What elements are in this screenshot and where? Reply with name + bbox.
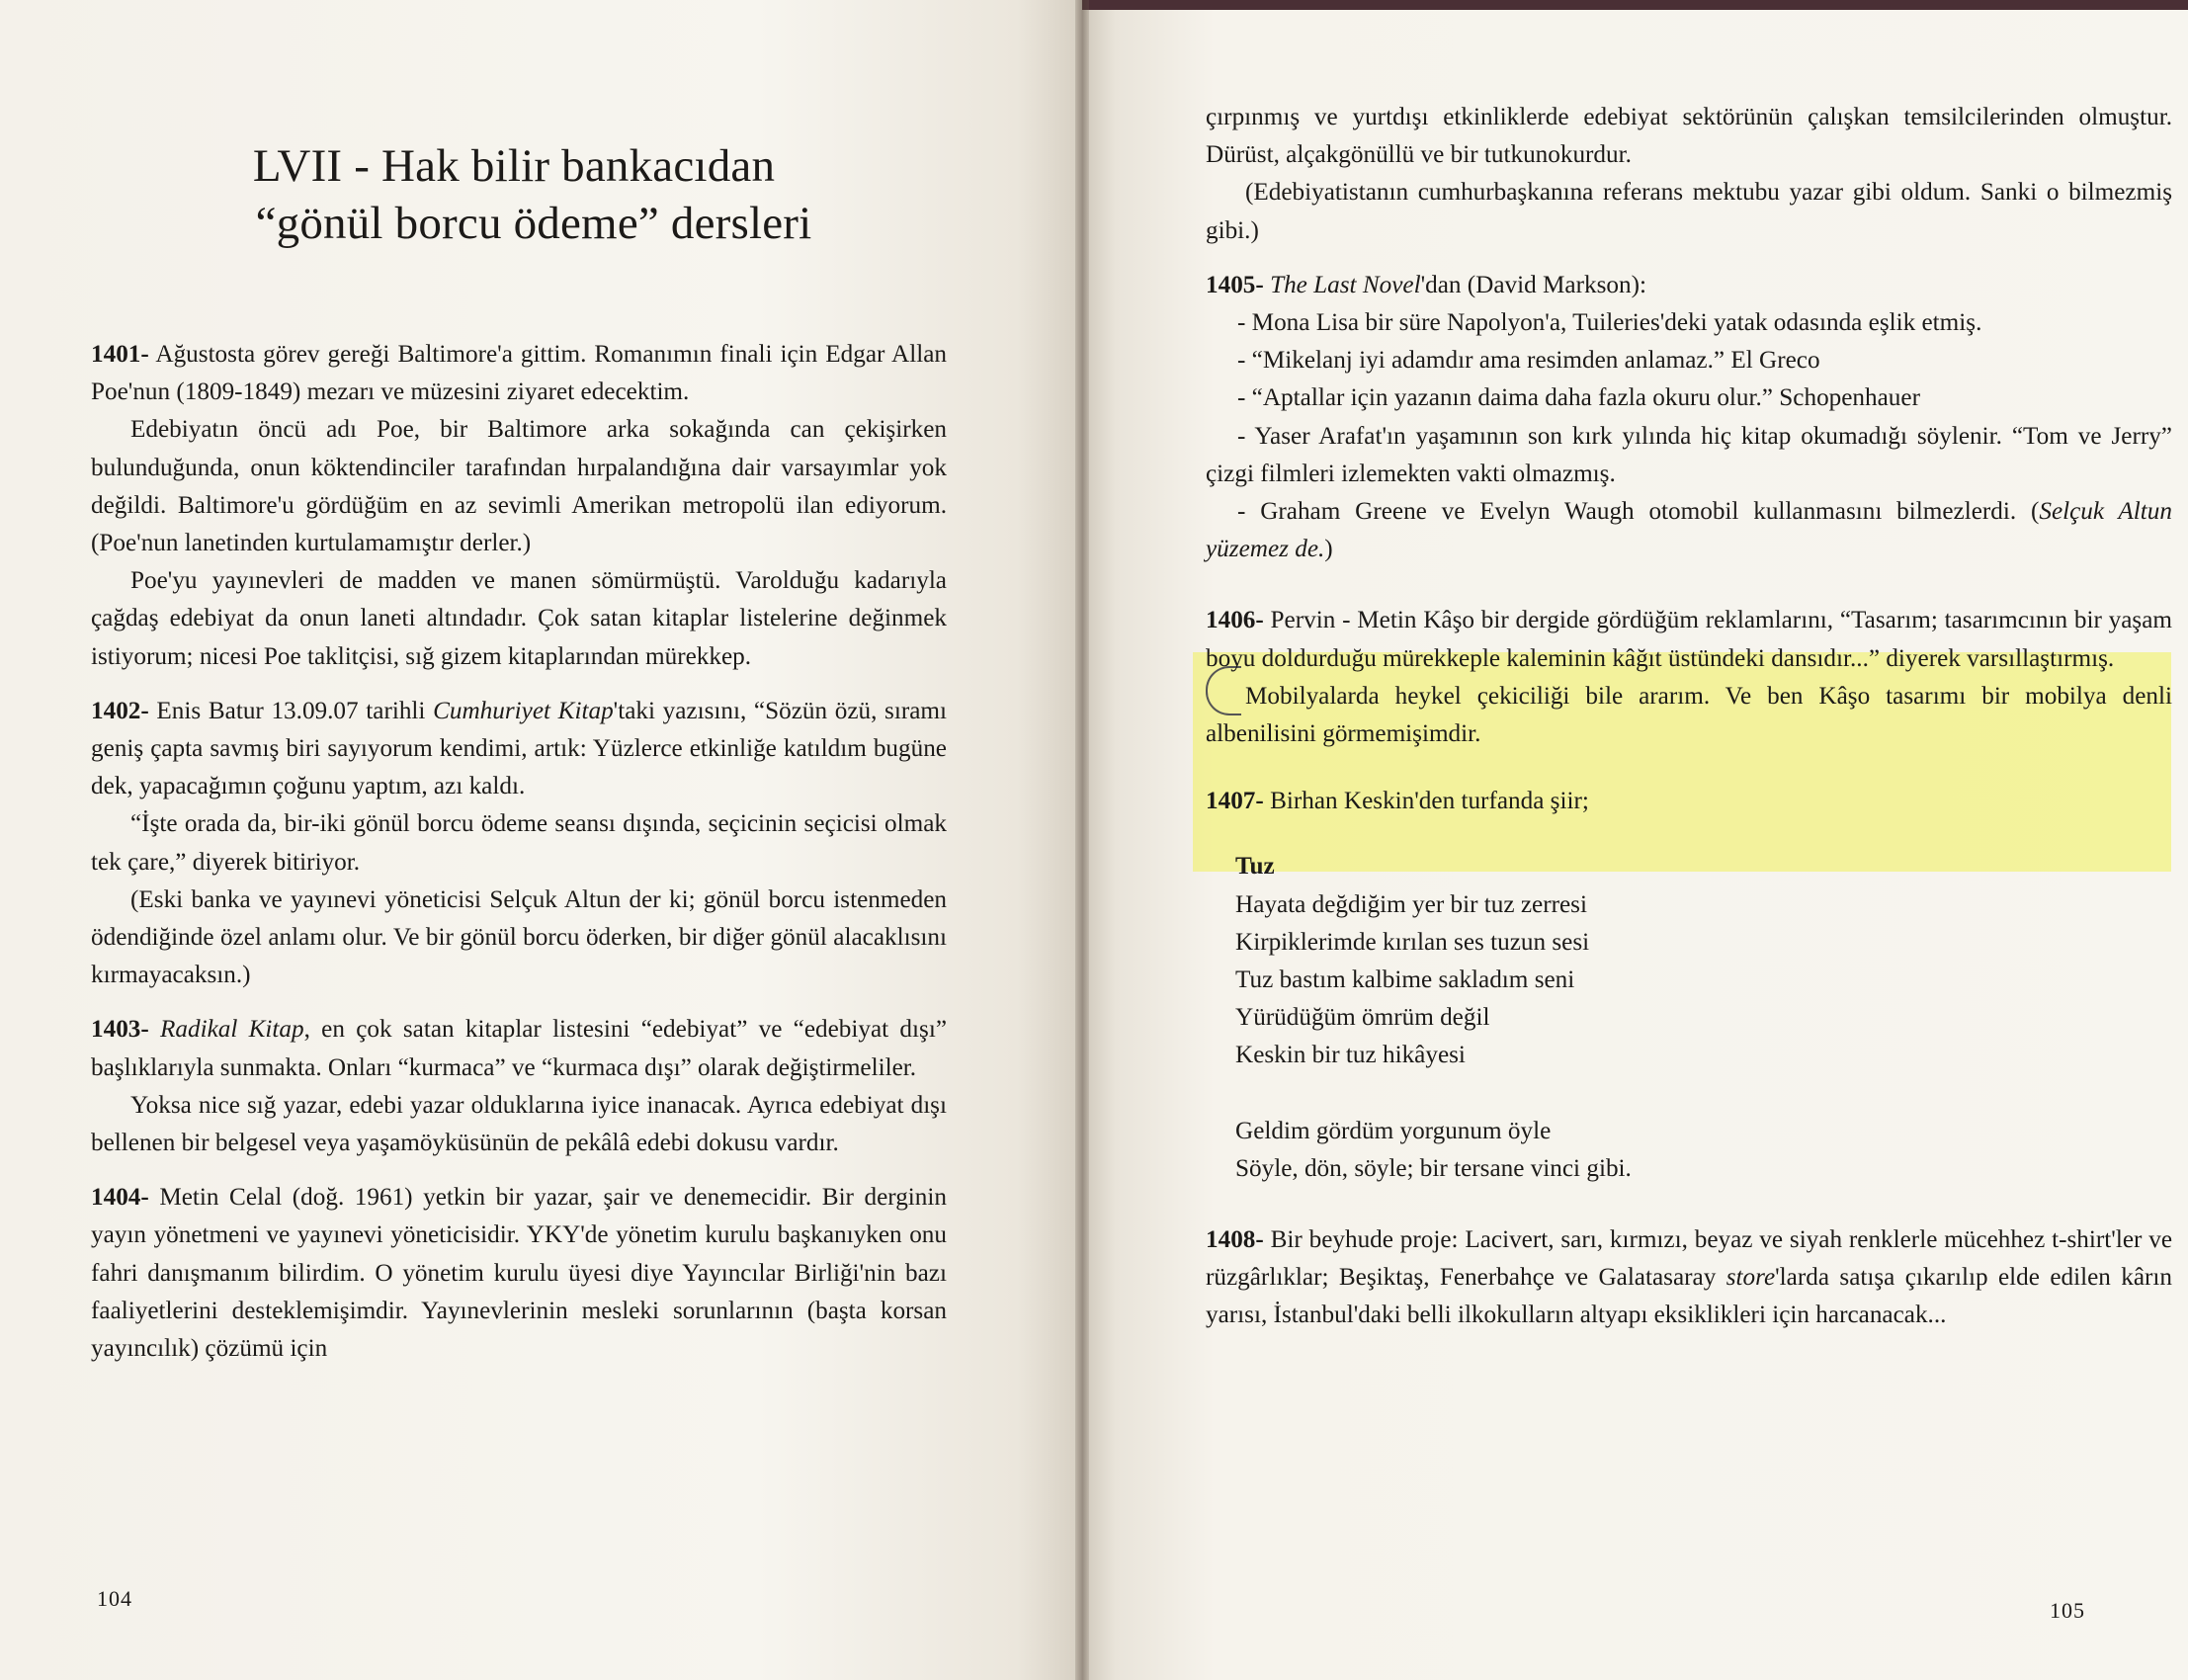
italic-text: Cumhuriyet Kitap <box>433 697 614 724</box>
paragraph-text: Birhan Keskin'den turfanda şiir; <box>1263 788 1589 815</box>
page-number-right: 105 <box>2050 1598 2085 1623</box>
entry-1407 <box>1206 783 2172 820</box>
entry-number: 1407- <box>1206 788 1264 815</box>
poem-line: Keskin bir tuz hikâyesi <box>1235 1042 1466 1069</box>
right-page <box>1082 0 2188 1680</box>
entry-1406 <box>1206 602 2172 677</box>
entry-number: 1402- <box>91 697 149 724</box>
italic-text: store <box>1725 1264 1776 1292</box>
italic-text: The Last Novel <box>1263 271 1421 298</box>
entry-number: 1408- <box>1206 1226 1264 1254</box>
italic-text: Selçuk Altun yüzemez de. <box>1206 498 2172 563</box>
paragraph-text: 'larda satışa çıkarılıp elde edilen kârın yarısı, İstanbul'daki belli ilkokulların altyapı eksiklikleri için harcanacak... <box>1206 1264 2172 1329</box>
paragraph-text: 'dan (David Markson): <box>1420 271 1646 298</box>
right-page-body <box>1206 99 2172 1335</box>
entry-1405 <box>1206 267 2172 569</box>
paragraph-text: Bir beyhude proje: Lacivert, sarı, kırmızı, beyaz ve siyah renklerle mücehhez t-shirt'ler ve rüzgârlıklar; Beşiktaş, Fenerbahçe ve Galatasaray <box>1206 1226 2172 1292</box>
paragraph: (Eski banka ve yayınevi yöneticisi Selçuk Altun der ki; gönül borcu istenmeden ödendiğinde özel anlamı olur. Ve bir gönül borcu öderken, bir diğer gönül alacaklısını kırmayacaksın.) <box>91 885 947 989</box>
entry-number: 1405- <box>1206 271 1264 298</box>
entry-number: 1406- <box>1206 607 1264 634</box>
paragraph-text: Ağustosta görev gereği Baltimore'a gittim. Romanımın finali için Edgar Allan Poe'nun (1809-1849) mezarı ve müzesini ziyaret edecektim. <box>91 341 947 406</box>
chapter-title-line2: “gönül borcu ödeme” dersleri <box>255 198 812 250</box>
entry-number: 1404- <box>91 1184 149 1212</box>
entry-1403 <box>91 1011 947 1086</box>
entry-1408 <box>1206 1221 2172 1335</box>
italic-text: Radikal Kitap <box>148 1016 304 1044</box>
book-gutter <box>1075 0 1089 1680</box>
entry-1404 <box>91 1179 947 1368</box>
chapter-title <box>158 137 909 252</box>
stanza-break <box>1235 1075 2172 1113</box>
paragraph-text: ) <box>1324 536 1333 563</box>
paragraph: çırpınmış ve yurtdışı etkinliklerde edebiyat sektörünün çalışkan temsilcilerinden olmuştur. Dürüst, alçakgönüllü ve bir tutkunokurdur. <box>1206 104 2172 169</box>
poem <box>1206 848 2172 1188</box>
page-number-left: 104 <box>97 1586 132 1611</box>
entry-number: 1403- <box>91 1016 149 1044</box>
quote-item: - “Mikelanj iyi adamdır ama resimden anlamaz.” El Greco <box>1237 347 1820 375</box>
cover-edge <box>1082 0 2188 10</box>
poem-line: Kirpiklerimde kırılan ses tuzun sesi <box>1235 928 1590 956</box>
paragraph-text: 'taki yazısını, “Sözün özü, sıramı geniş çapta savmış biri sayıyorum kendimi, artık: Yüzlerce etkinliğe katıldım bugüne dek, yapacağımın çoğunu yaptım, azı kaldı. <box>91 697 948 800</box>
paragraph: “İşte orada da, bir-iki gönül borcu ödeme seansı dışında, seçicinin seçicisi olmak tek çare,” diyerek bitiriyor. <box>91 810 947 876</box>
poem-line: Söyle, dön, söyle; bir tersane vinci gibi. <box>1235 1154 1632 1182</box>
paragraph: Poe'yu yayınevleri de madden ve manen sömürmüştü. Varolduğu kadarıyla çağdaş edebiyat da onun laneti altındadır. Çok satan kitaplar listelerine değinmek istiyorum; nicesi Poe taklitçisi, sığ gizem kitaplarından mürekkep. <box>91 567 947 670</box>
entry-number: 1401- <box>91 341 149 368</box>
entry-1401 <box>91 336 947 411</box>
chapter-title-line1: LVII - Hak bilir bankacıdan <box>252 140 776 193</box>
paragraph-text: Enis Batur 13.09.07 tarihli <box>148 697 434 724</box>
paragraph: Edebiyatın öncü adı Poe, bir Baltimore arka sokağında can çekişirken bulunduğunda, onun köktendinciler tarafından hırpalandığına dair varsayımlar yok değildi. Baltimore'u gördüğüm en az sevimli Amerikan metropolü ilan ediyorum. (Poe'nun lanetinden kurtulamamıştır derler.) <box>91 416 947 557</box>
entry-1402 <box>91 693 947 806</box>
poem-line: Hayata değdiğim yer bir tuz zerresi <box>1235 890 1587 918</box>
paragraph-text: Pervin - Metin Kâşo bir dergide gördüğüm reklamlarını, “Tasarım; tasarımcının bir yaşam boyu doldurduğu mürekkeple kaleminin kâğıt üstündeki dansıdır...” diyerek varsıllaştırmış. <box>1206 607 2172 672</box>
poem-line: Tuz bastım kalbime sakladım seni <box>1235 966 1575 994</box>
paragraph: (Edebiyatistanın cumhurbaşkanına referans mektubu yazar gibi oldum. Sanki o bilmezmiş gibi.) <box>1206 179 2172 244</box>
quote-item: - “Aptallar için yazanın daima daha fazla okuru olur.” Schopenhauer <box>1237 384 1920 412</box>
poem-line: Geldim gördüm yorgunum öyle <box>1235 1117 1552 1144</box>
paragraph-text: - Graham Greene ve Evelyn Waugh otomobil kullanmasını bilmezlerdi. ( <box>1237 498 2040 526</box>
quote-item: - Yaser Arafat'ın yaşamının son kırk yılında hiç kitap okumadığı söylenir. “Tom ve Jerry” çizgi filmleri izlemekten vakti olmazmış. <box>1206 422 2172 487</box>
quote-item: - Mona Lisa bir süre Napolyon'a, Tuileries'deki yatak odasında eşlik etmiş. <box>1237 309 1982 337</box>
poem-title: Tuz <box>1235 853 1275 881</box>
poem-line: Yürüdüğüm ömrüm değil <box>1235 1004 1490 1032</box>
entry-heading <box>1206 267 2172 304</box>
quote-item <box>1206 493 2172 568</box>
left-page-body <box>91 336 947 1368</box>
paragraph-text: Metin Celal (doğ. 1961) yetkin bir yazar, şair ve denemecidir. Bir derginin yayın yönetmeni ve yayınevi yöneticisidir. YKY'de yönetim kurulu başkanıyken onu fahri danışmanım bilirdim. O yönetim kurulu üyesi diye Yayıncılar Birliği'nin bazı faaliyetlerini desteklemişimdir. Yayınevlerinin mesleki sorunlarının (başta korsan yayıncılık) çözümü için <box>91 1184 947 1363</box>
paragraph: Mobilyalarda heykel çekiciliği bile ararım. Ve ben Kâşo tasarımı bir mobilya denli albenilisini görmemişimdir. <box>1206 682 2172 748</box>
left-page <box>0 0 1082 1680</box>
paragraph-text: , en çok satan kitaplar listesini “edebiyat” ve “edebiyat dışı” başlıklarıyla sunmakta. Onları “kurmaca” ve “kurmaca dışı” olarak değiştirmeliler. <box>91 1016 947 1081</box>
paragraph: Yoksa nice sığ yazar, edebi yazar olduklarına iyice inanacak. Ayrıca edebiyat dışı bellenen bir belgesel veya yaşamöyküsünün de pekâlâ edebi dokusu vardır. <box>91 1091 947 1157</box>
